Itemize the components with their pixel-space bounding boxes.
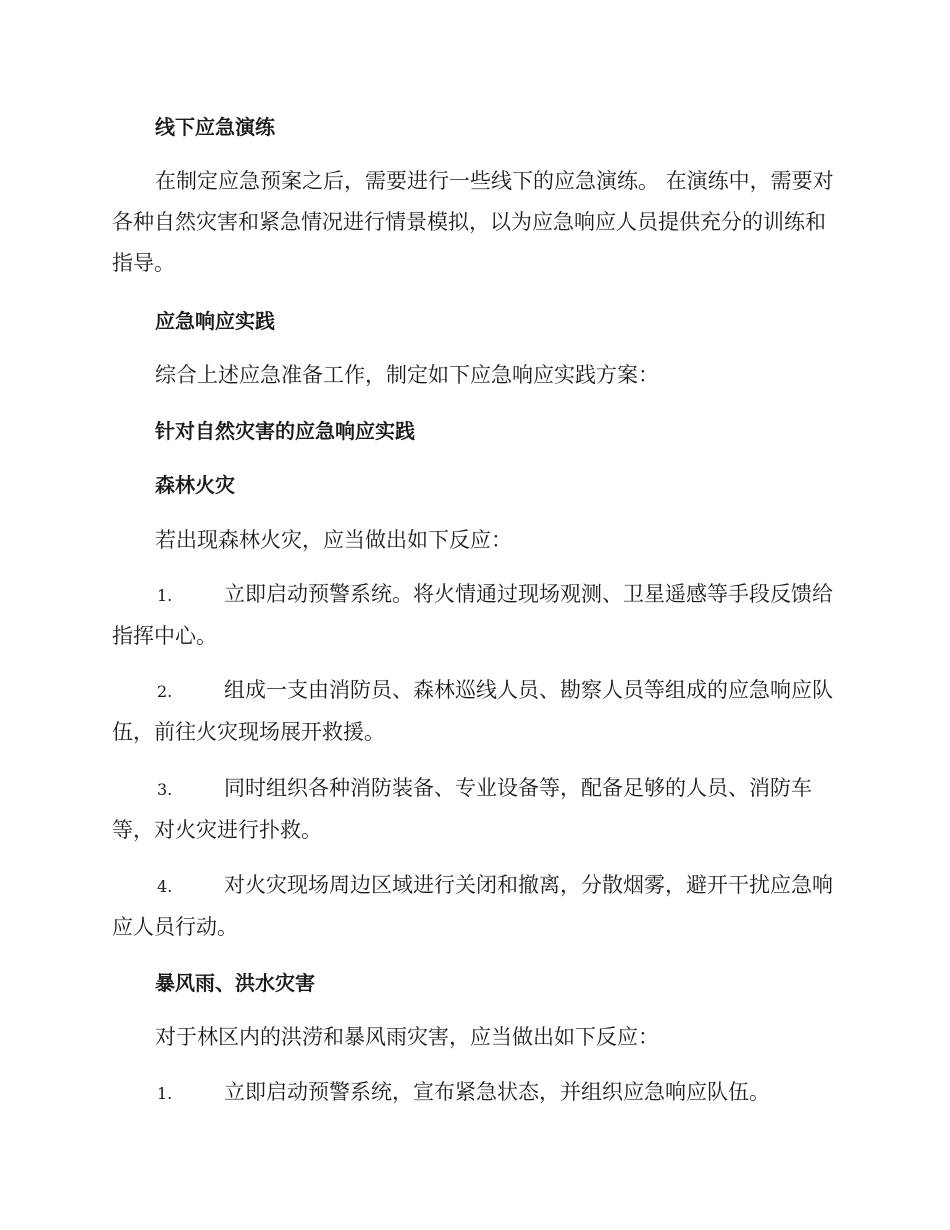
list-item	[112, 768, 842, 851]
heading-natural-disaster: 针对自然灾害的应急响应实践	[155, 419, 415, 443]
paragraph-response-practice: 综合上述应急准备工作，制定如下应急响应实践方案：	[155, 363, 659, 387]
paragraph-offline-drill: 在制定应急预案之后，需要进行一些线下的应急演练。 在演练中，需要对各种自然灾害和紧急情况进行情景模拟，以为应急响应人员提供充分的训练和指导。	[112, 169, 834, 275]
list-item	[112, 670, 842, 753]
list-item-text: 组成一支由消防员、森林巡线人员、勘察人员等组成的应急响应队伍，前往火灾现场展开救援。	[112, 678, 833, 744]
list-item-number: 3.	[157, 780, 173, 799]
list-item-text: 同时组织各种消防装备、专业设备等，配备足够的人员、消防车等，对火灾进行扑救。	[112, 776, 812, 842]
list-item-number: 1.	[157, 1084, 173, 1103]
list-item	[112, 1072, 842, 1114]
list-item-text: 对火灾现场周边区域进行关闭和撤离，分散烟雾，避开干扰应急响应人员行动。	[112, 873, 833, 939]
list-item-number: 2.	[157, 682, 173, 701]
list-item-text: 立即启动预警系统。将火情通过现场观测、卫星遥感等手段反馈给指挥中心。	[112, 582, 833, 648]
paragraph-forest-fire: 若出现森林火灾，应当做出如下反应：	[155, 528, 512, 552]
heading-forest-fire: 森林火灾	[155, 473, 235, 497]
list-item-text: 立即启动预警系统，宣布紧急状态，并组织应急响应队伍。	[224, 1080, 770, 1104]
list-item	[112, 865, 842, 948]
heading-storm-flood: 暴风雨、洪水灾害	[155, 971, 315, 995]
list-item	[112, 574, 842, 657]
heading-offline-drill: 线下应急演练	[155, 115, 275, 139]
heading-response-practice: 应急响应实践	[155, 309, 275, 333]
list-item-number: 1.	[157, 586, 173, 605]
paragraph-storm-flood: 对于林区内的洪涝和暴风雨灾害，应当做出如下反应：	[155, 1025, 659, 1049]
list-item-number: 4.	[157, 877, 173, 896]
